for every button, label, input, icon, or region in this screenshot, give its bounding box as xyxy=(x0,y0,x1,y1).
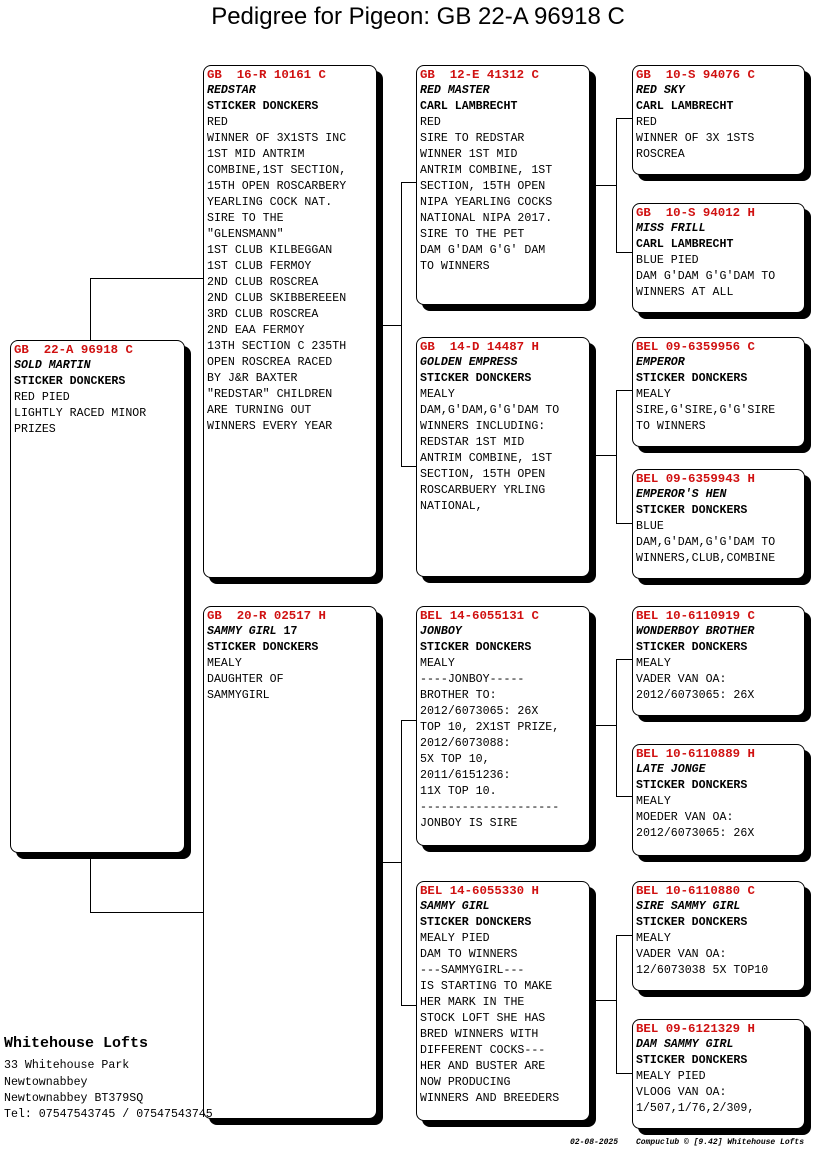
pigeon-name: DAM SAMMY GIRL xyxy=(636,1038,734,1051)
pigeon-note-line: 3RD CLUB ROSCREA xyxy=(207,308,319,321)
pigeon-note-line: BRED WINNERS WITH xyxy=(420,1028,539,1041)
pigeon-note-line: MEALY PIED xyxy=(420,932,490,945)
pigeon-name: EMPEROR'S HEN xyxy=(636,488,727,501)
pigeon-card-ddd[interactable] xyxy=(632,1019,805,1129)
pigeon-name: LATE JONGE xyxy=(636,763,706,776)
connector xyxy=(401,182,402,466)
pigeon-note-line: SAMMYGIRL xyxy=(207,689,270,702)
pigeon-note-line: BLUE PIED xyxy=(636,254,699,267)
connector xyxy=(401,720,417,721)
pigeon-name-year: 17 xyxy=(276,625,298,638)
pigeon-note-line: VADER VAN OA: xyxy=(636,948,727,961)
ring-number: GB 10-S 94012 H xyxy=(636,206,755,220)
connector xyxy=(401,1005,417,1006)
pigeon-note-line: BROTHER TO: xyxy=(420,689,497,702)
pigeon-name: REDSTAR xyxy=(207,84,256,97)
owner-name: STICKER DONCKERS xyxy=(207,100,319,113)
pigeon-note-line: 2012/6073065: 26X xyxy=(636,689,755,702)
pigeon-note-line: BY J&R BAXTER xyxy=(207,372,298,385)
pigeon-note-line: MEALY xyxy=(420,388,455,401)
address-line-1: 33 Whitehouse Park xyxy=(4,1059,130,1072)
pigeon-card-dss[interactable] xyxy=(632,606,805,716)
connector xyxy=(377,862,401,863)
connector xyxy=(616,659,617,796)
pigeon-note-line: ROSCARBUERY YRLING xyxy=(420,484,546,497)
connector xyxy=(616,935,633,936)
pigeon-note-line: WINNER 1ST MID xyxy=(420,148,518,161)
pigeon-note-line: MEALY xyxy=(636,388,671,401)
owner-name: CARL LAMBRECHT xyxy=(636,238,734,251)
pigeon-note-line: DAM,G'DAM,G'G'DAM TO xyxy=(636,536,776,549)
pigeon-note-line: DAUGHTER OF xyxy=(207,673,284,686)
pigeon-name: WONDERBOY BROTHER xyxy=(636,625,755,638)
connector xyxy=(616,118,633,119)
loft-name: Whitehouse Lofts xyxy=(4,1035,149,1052)
connector xyxy=(401,466,417,467)
pigeon-card-sire-dam[interactable] xyxy=(416,337,590,577)
pigeon-note-line: DAM G'DAM G'G' DAM xyxy=(420,244,546,257)
pigeon-note-line: YEARLING COCK NAT. xyxy=(207,196,333,209)
pigeon-name: SAMMY GIRL xyxy=(420,900,490,913)
pigeon-note-line: MEALY xyxy=(420,657,455,670)
owner-name: STICKER DONCKERS xyxy=(636,916,748,929)
ring-number: BEL 14-6055330 H xyxy=(420,884,539,898)
owner-name: STICKER DONCKERS xyxy=(14,375,126,388)
pigeon-note-line: HER MARK IN THE xyxy=(420,996,525,1009)
ring-number: BEL 10-6110880 C xyxy=(636,884,755,898)
pigeon-note-line: 2ND CLUB SKIBBEREEEN xyxy=(207,292,347,305)
pigeon-card-dam-dam[interactable] xyxy=(416,881,590,1121)
pigeon-note-line: DAM,G'DAM,G'G'DAM TO xyxy=(420,404,560,417)
pigeon-note-line: ANTRIM COMBINE, 1ST xyxy=(420,452,553,465)
pigeon-name xyxy=(207,624,373,640)
ring-number: BEL 09-6359956 C xyxy=(636,340,755,354)
pigeon-card-sds[interactable] xyxy=(632,337,805,447)
pigeon-note-line: 15TH OPEN ROSCARBERY xyxy=(207,180,347,193)
pigeon-note-line: WINNERS,CLUB,COMBINE xyxy=(636,552,776,565)
pigeon-note-line: MEALY xyxy=(636,932,671,945)
pigeon-note-line: ----JONBOY----- xyxy=(420,673,525,686)
owner-name: STICKER DONCKERS xyxy=(420,372,532,385)
pigeon-note-line: NATIONAL NIPA 2017. xyxy=(420,212,553,225)
ring-number: GB 16-R 10161 C xyxy=(207,68,326,82)
pigeon-note-line: SIRE,G'SIRE,G'G'SIRE xyxy=(636,404,776,417)
owner-name: STICKER DONCKERS xyxy=(636,641,748,654)
pigeon-note-line: 2011/6151236: xyxy=(420,769,511,782)
pigeon-note-line: SIRE TO THE PET xyxy=(420,228,525,241)
pigeon-note-line: WINNERS AND BREEDERS xyxy=(420,1092,560,1105)
connector xyxy=(616,659,633,660)
owner-name: CARL LAMBRECHT xyxy=(420,100,518,113)
pigeon-note-line: 2ND CLUB ROSCREA xyxy=(207,276,319,289)
pigeon-note-line: 12/6073038 5X TOP10 xyxy=(636,964,769,977)
pigeon-card-ssd[interactable] xyxy=(632,203,805,313)
pigeon-note-line: RED xyxy=(207,116,228,129)
pigeon-card-sire[interactable] xyxy=(203,65,377,578)
pigeon-note-line: STOCK LOFT SHE HAS xyxy=(420,1012,546,1025)
connector xyxy=(616,390,617,523)
pigeon-note-line: MEALY xyxy=(207,657,242,670)
connector xyxy=(590,455,616,456)
connector xyxy=(90,853,91,912)
pigeon-note-line: VLOOG VAN OA: xyxy=(636,1086,727,1099)
pigeon-note-line: ROSCREA xyxy=(636,148,685,161)
pigeon-note-line: RED xyxy=(636,116,657,129)
pigeon-note-line: REDSTAR 1ST MID xyxy=(420,436,525,449)
owner-name: STICKER DONCKERS xyxy=(636,372,748,385)
pigeon-note-line: SECTION, 15TH OPEN xyxy=(420,180,546,193)
owner-name: CARL LAMBRECHT xyxy=(636,100,734,113)
ring-number: BEL 10-6110919 C xyxy=(636,609,755,623)
pigeon-note-line: 2012/6073088: xyxy=(420,737,511,750)
connector xyxy=(401,182,417,183)
owner-name: STICKER DONCKERS xyxy=(420,641,532,654)
connector xyxy=(90,278,91,340)
pigeon-note-line: ANTRIM COMBINE, 1ST xyxy=(420,164,553,177)
connector xyxy=(616,935,617,1073)
phone-line: Tel: 07547543745 / 07547543745 xyxy=(4,1108,213,1121)
connector xyxy=(616,523,633,524)
pigeon-name: GOLDEN EMPRESS xyxy=(420,356,518,369)
pigeon-card-sss[interactable] xyxy=(632,65,805,175)
pigeon-note-line: DIFFERENT COCKS--- xyxy=(420,1044,546,1057)
pigeon-note-line: NOW PRODUCING xyxy=(420,1076,511,1089)
pigeon-note-line: ARE TURNING OUT xyxy=(207,404,312,417)
pigeon-note-line: "GLENSMANN" xyxy=(207,228,284,241)
pigeon-note-line: DAM TO WINNERS xyxy=(420,948,518,961)
pigeon-note-line: NATIONAL, xyxy=(420,500,483,513)
pigeon-note-line: COMBINE,1ST SECTION, xyxy=(207,164,347,177)
pigeon-name: EMPEROR xyxy=(636,356,685,369)
print-date: 02-08-2025 xyxy=(570,1138,619,1147)
page-title: Pedigree for Pigeon: GB 22-A 96918 C xyxy=(211,3,625,30)
pigeon-name: MISS FRILL xyxy=(636,222,706,235)
pigeon-note-line: 5X TOP 10, xyxy=(420,753,490,766)
pigeon-note-line: MEALY xyxy=(636,657,671,670)
pigeon-note-line: HER AND BUSTER ARE xyxy=(420,1060,546,1073)
connector xyxy=(616,390,633,391)
owner-name: STICKER DONCKERS xyxy=(207,641,319,654)
pigeon-note-line: 2012/6073065: 26X xyxy=(636,827,755,840)
pigeon-note-line: 1/507,1/76,2/309, xyxy=(636,1102,755,1115)
pigeon-note-line: RED xyxy=(420,116,441,129)
pigeon-card-dam[interactable] xyxy=(203,606,377,1119)
connector xyxy=(90,912,204,913)
connector xyxy=(401,720,402,1005)
pigeon-note-line: 11X TOP 10. xyxy=(420,785,497,798)
pigeon-note-line: WINNERS EVERY YEAR xyxy=(207,420,333,433)
pigeon-note-line: VADER VAN OA: xyxy=(636,673,727,686)
pigeon-name: RED MASTER xyxy=(420,84,490,97)
pigeon-note-line: JONBOY IS SIRE xyxy=(420,817,518,830)
pigeon-note-line: DAM G'DAM G'G'DAM TO xyxy=(636,270,776,283)
pigeon-note-line: WINNERS INCLUDING: xyxy=(420,420,546,433)
pigeon-card-dsd[interactable] xyxy=(632,744,805,856)
pigeon-note-line: IS STARTING TO MAKE xyxy=(420,980,553,993)
pigeon-name: JONBOY xyxy=(420,625,462,638)
pigeon-note-line: "REDSTAR" CHILDREN xyxy=(207,388,333,401)
address-line-3: Newtownabbey BT379SQ xyxy=(4,1092,144,1105)
pigeon-note-line: 1ST MID ANTRIM xyxy=(207,148,305,161)
pigeon-card-dds[interactable] xyxy=(632,881,805,991)
ring-number: GB 10-S 94076 C xyxy=(636,68,755,82)
ring-number: GB 14-D 14487 H xyxy=(420,340,539,354)
owner-name: STICKER DONCKERS xyxy=(636,1054,748,1067)
pigeon-note-line: BLUE xyxy=(636,520,664,533)
pigeon-card-dam-sire[interactable] xyxy=(416,606,590,846)
pigeon-note-line: RED PIED xyxy=(14,391,70,404)
connector xyxy=(616,796,633,797)
pigeon-note-line: 1ST CLUB FERMOY xyxy=(207,260,312,273)
pigeon-name-text: SAMMY GIRL xyxy=(207,625,277,638)
connector xyxy=(590,185,616,186)
connector xyxy=(590,1000,616,1001)
ring-number: GB 22-A 96918 C xyxy=(14,343,133,357)
pigeon-card-sdd[interactable] xyxy=(632,469,805,579)
ring-number: GB 20-R 02517 H xyxy=(207,609,326,623)
connector xyxy=(590,725,616,726)
pigeon-note-line: -------------------- xyxy=(420,801,560,814)
pigeon-note-line: 13TH SECTION C 235TH xyxy=(207,340,347,353)
pigeon-note-line: TOP 10, 2X1ST PRIZE, xyxy=(420,721,560,734)
software-credit: Compuclub © [9.42] Whitehouse Lofts xyxy=(636,1138,805,1147)
pigeon-note-line: ---SAMMYGIRL--- xyxy=(420,964,525,977)
owner-name: STICKER DONCKERS xyxy=(636,779,748,792)
pigeon-name: SOLD MARTIN xyxy=(14,359,91,372)
connector xyxy=(377,325,401,326)
pigeon-note-line: 2ND EAA FERMOY xyxy=(207,324,305,337)
pigeon-note-line: TO WINNERS xyxy=(636,420,706,433)
pigeon-note-line: WINNER OF 3X 1STS xyxy=(636,132,755,145)
pigeon-note-line: OPEN ROSCREA RACED xyxy=(207,356,333,369)
pigeon-note-line: SIRE TO REDSTAR xyxy=(420,132,525,145)
pigeon-card-subject[interactable] xyxy=(10,340,185,853)
pigeon-name: SIRE SAMMY GIRL xyxy=(636,900,741,913)
pigeon-note-line: SIRE TO THE xyxy=(207,212,284,225)
connector xyxy=(616,118,617,252)
ring-number: BEL 09-6359943 H xyxy=(636,472,755,486)
ring-number: GB 12-E 41312 C xyxy=(420,68,539,82)
pigeon-note-line: MOEDER VAN OA: xyxy=(636,811,734,824)
pigeon-note-line: PRIZES xyxy=(14,423,56,436)
pigeon-note-line: LIGHTLY RACED MINOR xyxy=(14,407,147,420)
pigeon-note-line: MEALY xyxy=(636,795,671,808)
pigeon-note-line: 1ST CLUB KILBEGGAN xyxy=(207,244,333,257)
pigeon-note-line: SECTION, 15TH OPEN xyxy=(420,468,546,481)
pigeon-name: RED SKY xyxy=(636,84,685,97)
pigeon-note-line: TO WINNERS xyxy=(420,260,490,273)
pigeon-card-sire-sire[interactable] xyxy=(416,65,590,305)
connector xyxy=(90,278,204,279)
ring-number: BEL 09-6121329 H xyxy=(636,1022,755,1036)
pigeon-note-line: NIPA YEARLING COCKS xyxy=(420,196,553,209)
owner-name: STICKER DONCKERS xyxy=(420,916,532,929)
connector xyxy=(616,1073,633,1074)
pigeon-note-line: WINNER OF 3X1STS INC xyxy=(207,132,347,145)
ring-number: BEL 10-6110889 H xyxy=(636,747,755,761)
pigeon-note-line: MEALY PIED xyxy=(636,1070,706,1083)
owner-name: STICKER DONCKERS xyxy=(636,504,748,517)
pigeon-note-line: WINNERS AT ALL xyxy=(636,286,734,299)
connector xyxy=(616,252,633,253)
address-line-2: Newtownabbey xyxy=(4,1076,88,1089)
ring-number: BEL 14-6055131 C xyxy=(420,609,539,623)
pigeon-note-line: 2012/6073065: 26X xyxy=(420,705,539,718)
